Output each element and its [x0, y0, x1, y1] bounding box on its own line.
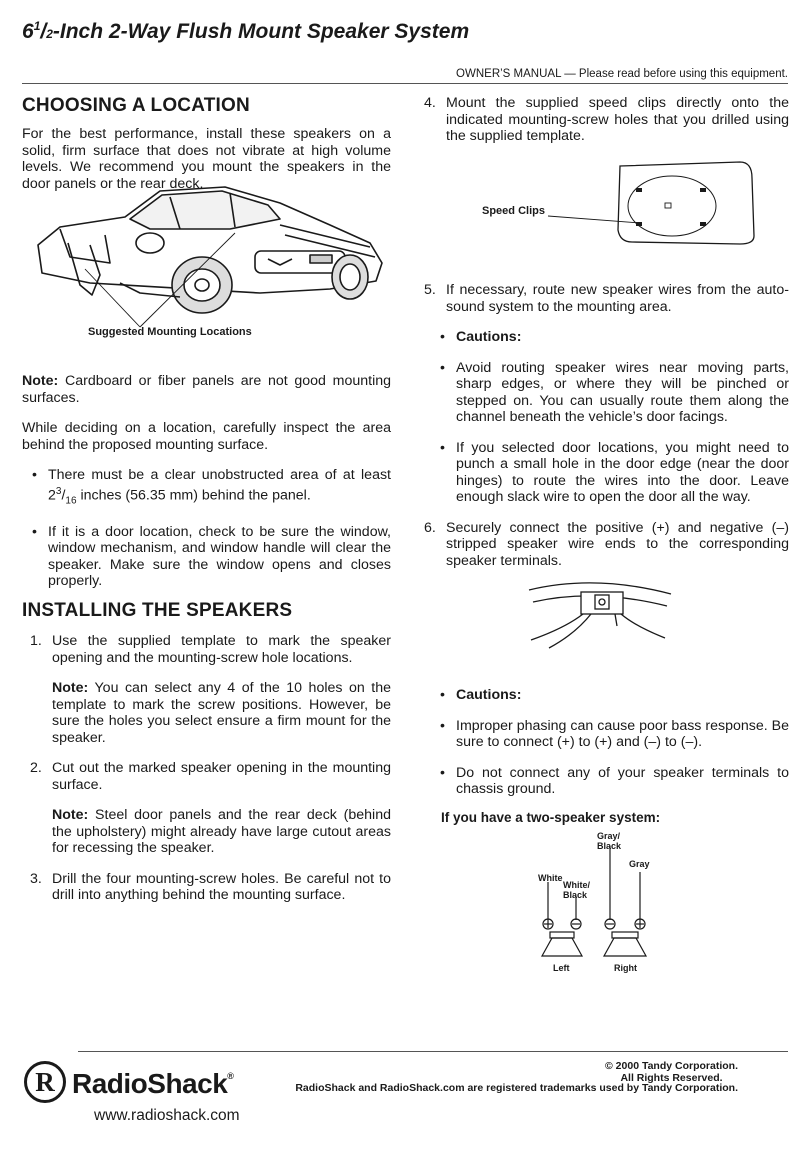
step-2-text: Cut out the marked speaker opening in the mounting surface.: [52, 760, 391, 793]
step-2-note: [30, 807, 391, 857]
cautions-heading-1: • Cautions:: [440, 329, 522, 345]
two-speaker-heading: If you have a two-speaker system:: [441, 810, 661, 825]
caution-ground-text: Do not connect any of your speaker terminals to chassis ground.: [456, 764, 789, 797]
terminal-diagram: [525, 578, 675, 648]
copyright-line1: © 2000 Tandy Corporation.: [605, 1060, 738, 1072]
wire-gray-label: Gray: [629, 859, 650, 869]
wire-white-black-line2: Black: [563, 890, 588, 900]
step-3: 3. Drill the four mounting-screw holes. Be careful not to drill into anything behind the mounting surface.: [30, 870, 391, 903]
bullet-clearance-text-end: inches (56.35 mm) behind the panel.: [76, 487, 311, 504]
logo-registered-mark: ®: [227, 1071, 234, 1081]
step-2-note-label: Note:: [52, 807, 89, 823]
right-body-2: [424, 687, 789, 812]
website-url: www.radioshack.com: [94, 1107, 240, 1124]
step-1-note-text: You can select any 4 of the 10 holes on the template to mark the screw positions. However, be sure the holes you select ensure a firm mount for the speaker.: [52, 680, 391, 746]
title-fraction-numerator: 1: [33, 19, 41, 33]
title-fraction-denominator: 2: [46, 27, 53, 41]
cautions-label-2: Cautions:: [456, 687, 522, 703]
step-3-text: Drill the four mounting-screw holes. Be careful not to drill into anything behind the mounting surface.: [52, 870, 391, 903]
step-4: 4. Mount the supplied speed clips directly onto the indicated mounting-screw holes that you drilled using the supplied template.: [424, 95, 789, 144]
header-divider: [22, 83, 788, 84]
step-6-text: Securely connect the positive (+) and negative (–) stripped speaker wire ends to the corresponding speaker terminals.: [446, 519, 789, 569]
cautions-label-1: Cautions:: [456, 329, 522, 345]
wire-gray-black-line2: Black: [597, 841, 622, 851]
speed-clips-label: Speed Clips: [482, 205, 545, 217]
caution-door-text: If you selected door locations, you might need to punch a small hole in the door edge (near the door hinges) to route the wires into the door. Leave enough slack wire to open the door all the way.: [456, 439, 789, 505]
bullet-door-text: If it is a door location, check to be sure the window, window mechanism, and window handle will clear the speaker. Make sure the window opens and closes properly.: [48, 523, 391, 590]
title-rest: -Inch 2-Way Flush Mount Speaker System: [52, 20, 470, 43]
title-whole: 6: [22, 20, 34, 43]
logo-name-text: RadioShack: [72, 1068, 228, 1099]
note-label: Note:: [22, 373, 59, 389]
step-2-note-text: Steel door panels and the rear deck (behind the upholstery) might already have large cutout areas for recessing the speaker.: [52, 807, 391, 856]
bullet-clearance-text: There must be a clear unobstructed area of at least 2: [48, 467, 391, 504]
step-1-text: Use the supplied template to mark the speaker opening and the mounting-screw hole locations.: [52, 633, 391, 666]
choosing-intro: For the best performance, install these speakers on a solid, firm surface that does not vibrate at high volume levels. We recommend you mount the speakers in the door panels or the rear deck.: [22, 126, 391, 192]
note-cardboard: [22, 373, 391, 406]
step-1-note: [30, 680, 391, 746]
choosing-heading: CHOOSING A LOCATION: [22, 95, 250, 116]
radioshack-logo-icon: R: [24, 1061, 66, 1103]
copyright: [605, 1060, 738, 1084]
two-speaker-wiring: [530, 830, 660, 980]
subtitle: OWNER’S MANUAL — Please read before using this equipment.: [456, 68, 788, 80]
step-5-text: If necessary, route new speaker wires from the auto-sound system to the mounting area.: [446, 282, 789, 315]
bullet-door: • If it is a door location, check to be sure the window, window mechanism, and window handle will clear the speaker. Make sure the window opens and closes properly.: [32, 523, 391, 590]
car-illustration: [30, 185, 390, 325]
wire-white-label: White: [538, 873, 563, 883]
right-body-1: [424, 282, 789, 583]
caution-routing-text: Avoid routing speaker wires near moving parts, sharp edges, or where they will be pinched or stepped on. You can usually route them along the channel beneath the vehicle’s door facings.: [456, 359, 789, 425]
wire-gray-black-line1: Gray/: [597, 831, 621, 841]
page-title: $6^1/2$-Inch 2-Way Flush Mount Speaker System: [22, 19, 470, 43]
bullet-clearance: • There must be a clear unobstructed area of at least $2^3/_{16}$ inches (56.35 mm) behind the panel.: [32, 467, 391, 507]
step-1-note-label: Note:: [52, 680, 89, 696]
inspect-paragraph: While deciding on a location, carefully inspect the area behind the proposed mounting surface.: [22, 420, 391, 453]
speaker-left-label: Left: [553, 963, 570, 973]
wire-white-black-line1: White/: [563, 880, 590, 890]
installing-heading: INSTALLING THE SPEAKERS: [22, 600, 293, 621]
radioshack-logo-name: [72, 1068, 233, 1100]
figure-caption: Suggested Mounting Locations: [88, 326, 252, 338]
step-4-text: Mount the supplied speed clips directly onto the indicated mounting-screw holes that you drilled using the supplied template.: [446, 95, 789, 144]
wire-white-black-label: [563, 880, 590, 900]
caution-ground: • Do not connect any of your speaker terminals to chassis ground.: [440, 764, 789, 797]
installing-left-body: [22, 633, 391, 918]
trademark-notice: RadioShack and RadioShack.com are registered trademarks used by Tandy Corporation.: [295, 1082, 738, 1094]
step-2: 2. Cut out the marked speaker opening in the mounting surface.: [30, 760, 391, 793]
footer-divider: [78, 1051, 788, 1052]
note-text: Cardboard or fiber panels are not good mounting surfaces.: [22, 373, 391, 406]
clearance-fraction-numerator: 3: [55, 485, 62, 497]
step-6: 6. Securely connect the positive (+) and negative (–) stripped speaker wire ends to the corresponding speaker terminals.: [424, 519, 789, 569]
speaker-right-label: Right: [614, 963, 637, 973]
caution-routing: • Avoid routing speaker wires near moving parts, sharp edges, or where they will be pinched or stepped on. You can usually route them along the channel beneath the vehicle’s door facings.: [440, 359, 789, 425]
choosing-body: [22, 373, 391, 604]
caution-door: • If you selected door locations, you might need to punch a small hole in the door edge (near the door hinges) to route the wires into the door. Leave enough slack wire to open the door all the way.: [440, 439, 789, 505]
copyright-line2: All Rights Reserved.: [620, 1072, 723, 1084]
wire-gray-black-label: [597, 831, 621, 851]
clearance-fraction-denominator: 16: [65, 495, 77, 507]
caution-phasing-text: Improper phasing can cause poor bass response. Be sure to connect (+) to (+) and (–) to (–).: [456, 717, 789, 750]
caution-phasing: • Improper phasing can cause poor bass response. Be sure to connect (+) to (+) and (–) to (–).: [440, 717, 789, 750]
step-4-block: [424, 95, 789, 159]
step-1: 1. Use the supplied template to mark the speaker opening and the mounting-screw hole locations.: [30, 633, 391, 666]
step-5: 5. If necessary, route new speaker wires from the auto-sound system to the mounting area.: [424, 282, 789, 315]
speed-clip-diagram: [540, 158, 780, 248]
cautions-heading-2: • Cautions:: [440, 687, 522, 703]
